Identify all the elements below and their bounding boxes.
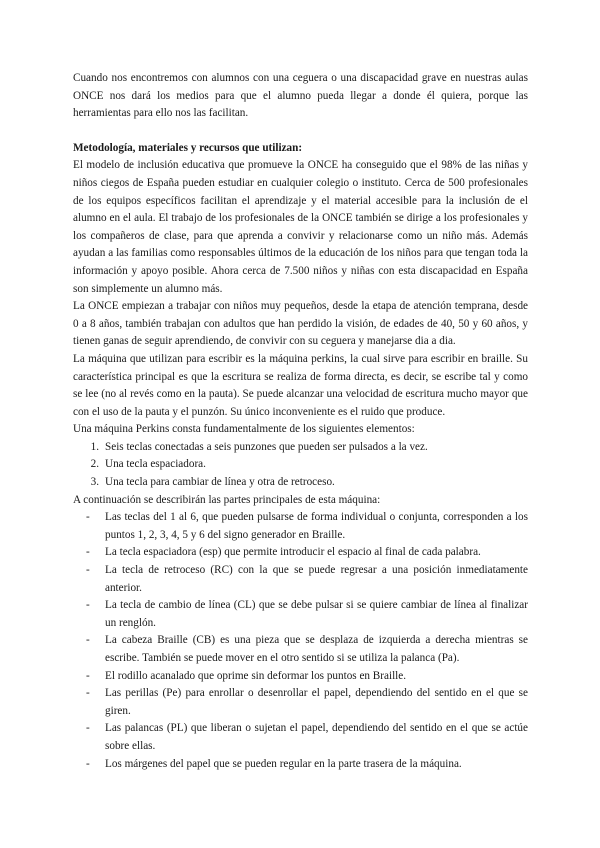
dash-marker: -: [86, 511, 90, 524]
list-item: [90, 456, 528, 474]
dash-marker: -: [86, 634, 90, 647]
dash-marker: -: [86, 564, 90, 577]
list-item-text: El rodillo acanalado que oprime sin deformar los puntos en Braille.: [105, 669, 407, 682]
list-item: [90, 439, 528, 457]
dash-marker: -: [86, 599, 90, 612]
list-item: [86, 544, 528, 562]
list-item: [86, 562, 528, 597]
dash-marker: -: [86, 687, 90, 700]
elements-numbered-list: [73, 439, 528, 492]
dash-marker: -: [86, 669, 90, 682]
paragraph-ages: La ONCE empiezan a trabajar con niños muy pequeños, desde la etapa de atención temprana, desde 0 a 8 años, también trabajan con adultos que han perdido la visión, de edades de 40, 50 y 60 años, y tienen ganas de seguir aprendiendo, de convivir con su ceguera y manejarse dia a dia.: [73, 300, 528, 348]
list-item: [86, 720, 528, 755]
list-item-text: Los márgenes del papel que se pueden regular en la parte trasera de la máquina.: [105, 757, 462, 770]
paragraph-perkins: La máquina que utilizan para escribir es la máquina perkins, la cual sirve para escribir en braille. Su característica principal es que la escritura se realiza de forma directa, es decir, se escribe tal y como se lee (no al revés como en la pauta). Se puede alcanzar una velocidad de escritura mucho mayor que con el uso de la pauta y el punzón. Su único inconveniente es el ruido que produce.: [73, 352, 528, 418]
list-item-text: La tecla de retroceso (RC) con la que se puede regresar a una posición inmediatamente anterior.: [105, 564, 528, 594]
dash-marker: -: [86, 546, 90, 559]
list-item-text: Las palancas (PL) que liberan o sujetan el papel, dependiendo del sentido en el que se actúe sobre ellas.: [105, 722, 528, 752]
list-item: [86, 668, 528, 686]
list-item: [86, 756, 528, 774]
list-item: [86, 597, 528, 632]
list-number: 3.: [90, 476, 99, 489]
dash-marker: -: [86, 722, 90, 735]
list-item-text: Una tecla para cambiar de línea y otra de retroceso.: [105, 476, 335, 489]
list-item: [90, 474, 528, 492]
paragraph-parts-intro: A continuación se describirán las partes principales de esta máquina:: [73, 493, 381, 506]
list-number: 2.: [90, 458, 99, 471]
dash-marker: -: [86, 757, 90, 770]
section-title: Metodología, materiales y recursos que utilizan:: [73, 141, 303, 154]
list-number: 1.: [90, 440, 99, 453]
paragraph-elements-intro: Una máquina Perkins consta fundamentalmente de los siguientes elementos:: [73, 423, 415, 436]
list-item: [86, 685, 528, 720]
list-item: [86, 632, 528, 667]
intro-paragraph: Cuando nos encontremos con alumnos con una ceguera o una discapacidad grave en nuestras aulas ONCE nos dará los medios para que el alumno pueda llegar a donde él quiera, porque las herramientas para ello nos las facilitan.: [73, 72, 528, 120]
parts-dashed-list: [73, 509, 528, 773]
list-item-text: Las teclas del 1 al 6, que pueden pulsarse de forma individual o conjunta, corresponden a los puntos 1, 2, 3, 4, 5 y 6 del signo generador en Braille.: [105, 511, 528, 541]
paragraph-inclusion: El modelo de inclusión educativa que promueve la ONCE ha conseguido que el 98% de las niñas y niños ciegos de España pueden estudiar en cualquier colegio o instituto. Cerca de 500 profesionales de los equipos específicos facilitan el aprendizaje y el material accesible para la inclusión de el alumno en el aula. El trabajo de los profesionales de la ONCE también se dirige a los profesionales y los compañeros de clase, para que aprenda a convivir y relacionarse como un niño más. Además ayudan a las familias como responsables últimos de la educación de los niños para que tengan toda la información y apoyo posible. Ahora cerca de 7.500 niños y niñas con esta discapacidad en España son simplemente un alumno más.: [73, 159, 528, 295]
list-item-text: La tecla espaciadora (esp) que permite introducir el espacio al final de cada palabra.: [105, 546, 481, 559]
list-item-text: Una tecla espaciadora.: [105, 458, 206, 471]
document-page: [73, 70, 528, 773]
list-item-text: La tecla de cambio de línea (CL) que se debe pulsar si se quiere cambiar de línea al finalizar un renglón.: [105, 599, 528, 629]
list-item: [86, 509, 528, 544]
list-item-text: Seis teclas conectadas a seis punzones que pueden ser pulsados a la vez.: [105, 440, 428, 453]
list-item-text: La cabeza Braille (CB) es una pieza que se desplaza de izquierda a derecha mientras se escribe. También se puede mover en el otro sentido si se utiliza la palanca (Pa).: [105, 634, 528, 664]
list-item-text: Las perillas (Pe) para enrollar o desenrollar el papel, dependiendo del sentido en el que se giren.: [105, 687, 528, 717]
